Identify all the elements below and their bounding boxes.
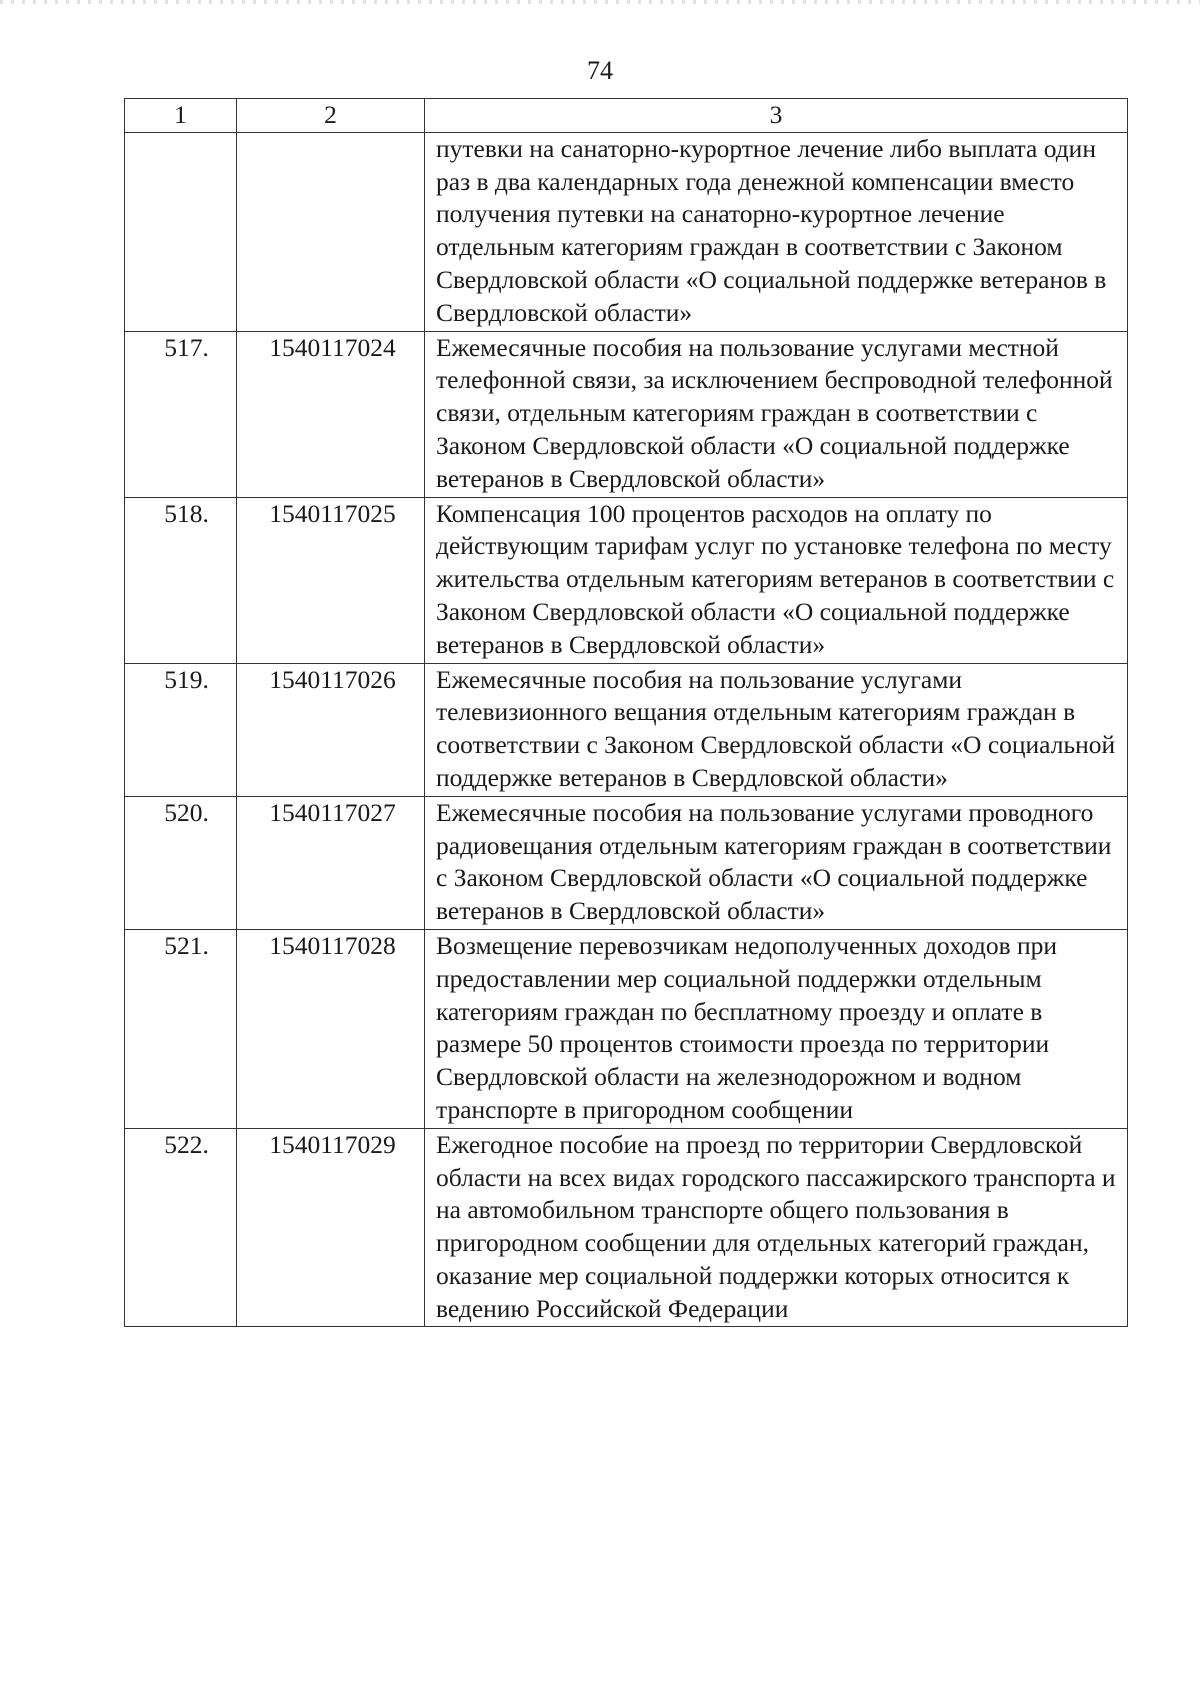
row-code: 1540117028 [237, 929, 425, 1128]
row-number: 518. [125, 497, 237, 663]
scan-edge-artifact [0, 0, 1200, 4]
row-code: 1540117025 [237, 497, 425, 663]
row-code: 1540117027 [237, 796, 425, 929]
table-body [125, 132, 1128, 1327]
row-code: 1540117029 [237, 1128, 425, 1327]
row-description: Ежемесячные пособия на пользование услугами телевизионного вещания отдельным категориям граждан в соответствии с Законом Свердловской области «О социальной поддержке ветеранов в Свердловской области» [425, 663, 1128, 796]
row-code [237, 132, 425, 331]
table-row [125, 331, 1128, 497]
header-col-description: 3 [425, 99, 1128, 133]
row-description: Ежемесячные пособия на пользование услугами местной телефонной связи, за исключением беспроводной телефонной связи, отдельным категориям граждан в соответствии с Законом Свердловской области «О социальной поддержке ветеранов в Свердловской области» [425, 331, 1128, 497]
row-number [125, 132, 237, 331]
table-row [125, 796, 1128, 929]
registry-table [124, 98, 1128, 1327]
table-row [125, 929, 1128, 1128]
header-row [125, 99, 1128, 133]
row-description: Ежегодное пособие на проезд по территории Свердловской области на всех видах городского пассажирского транспорта и на автомобильном транспорте общего пользования в пригородном сообщении для отдельных категорий граждан, оказание мер социальной поддержки которых относится к ведению Российской Федерации [425, 1128, 1128, 1327]
table-row [125, 1128, 1128, 1327]
table-header [125, 99, 1128, 133]
row-description: Возмещение перевозчикам недополученных доходов при предоставлении мер социальной поддержки отдельным категориям граждан по бесплатному проезду и оплате в размере 50 процентов стоимости проезда по территории Свердловской области на железнодорожном и водном транспорте в пригородном сообщении [425, 929, 1128, 1128]
row-number: 521. [125, 929, 237, 1128]
table-row [125, 497, 1128, 663]
row-code: 1540117024 [237, 331, 425, 497]
row-description: Компенсация 100 процентов расходов на оплату по действующим тарифам услуг по установке телефона по месту жительства отдельным категориям ветеранов в соответствии с Законом Свердловской области «О социальной поддержке ветеранов в Свердловской области» [425, 497, 1128, 663]
table-row [125, 663, 1128, 796]
header-col-code: 2 [237, 99, 425, 133]
row-number: 522. [125, 1128, 237, 1327]
row-number: 520. [125, 796, 237, 929]
row-number: 519. [125, 663, 237, 796]
row-description: путевки на санаторно-курортное лечение либо выплата один раз в два календарных года денежной компенсации вместо получения путевки на санаторно-курортное лечение отдельным категориям граждан в соответствии с Законом Свердловской области «О социальной поддержке ветеранов в Свердловской области» [425, 132, 1128, 331]
row-description: Ежемесячные пособия на пользование услугами проводного радиовещания отдельным категориям граждан в соответствии с Законом Свердловской области «О социальной поддержке ветеранов в Свердловской области» [425, 796, 1128, 929]
page-number: 74 [587, 56, 613, 85]
header-col-number: 1 [125, 99, 237, 133]
row-code: 1540117026 [237, 663, 425, 796]
table-row [125, 132, 1128, 331]
row-number: 517. [125, 331, 237, 497]
